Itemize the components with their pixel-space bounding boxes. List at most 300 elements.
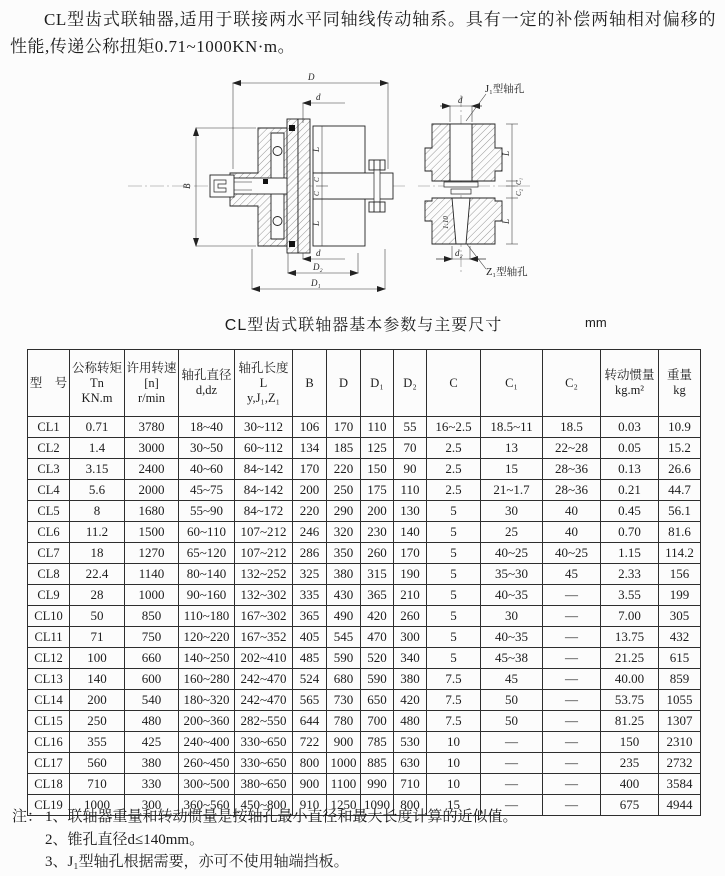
table-cell: 355 — [70, 732, 125, 753]
table-cell: 1100 — [327, 774, 361, 795]
table-row — [28, 627, 701, 648]
table-unit-label: mm — [585, 315, 607, 330]
table-cell: 84~142 — [235, 459, 293, 480]
table-cell: — — [543, 732, 601, 753]
dim-label-L-lower: L — [311, 220, 321, 226]
table-cell: 13.75 — [601, 627, 659, 648]
table-body — [28, 417, 701, 816]
table-cell: 325 — [293, 564, 327, 585]
dim-label-C1-right: C₁ — [515, 177, 523, 185]
table-cell: 7.00 — [601, 606, 659, 627]
table-cell: 420 — [394, 690, 427, 711]
table-row — [28, 543, 701, 564]
table-cell: 200 — [70, 690, 125, 711]
column-header: 许用转速 [n] r/min — [125, 350, 179, 417]
table-cell: 365 — [361, 585, 394, 606]
table-cell: 1.4 — [70, 438, 125, 459]
table-cell: 156 — [659, 564, 701, 585]
dim-label-d-right: d — [458, 95, 463, 105]
table-cell: 2000 — [125, 480, 179, 501]
table-cell: 230 — [361, 522, 394, 543]
table-cell: 175 — [361, 480, 394, 501]
notes-label: 注： — [12, 809, 43, 825]
table-cell: 885 — [361, 753, 394, 774]
table-row — [28, 648, 701, 669]
table-cell: 242~470 — [235, 669, 293, 690]
table-cell: 13 — [481, 438, 543, 459]
table-cell: 56.1 — [659, 501, 701, 522]
table-cell: 0.70 — [601, 522, 659, 543]
dim-label-L-upper: L — [311, 146, 321, 152]
table-cell: 1000 — [327, 753, 361, 774]
table-cell: 380~650 — [235, 774, 293, 795]
table-cell: 242~470 — [235, 690, 293, 711]
table-cell: 644 — [293, 711, 327, 732]
table-cell: 560 — [70, 753, 125, 774]
dim-label-D1: D₁ — [311, 278, 321, 288]
note-item: 3、J₁型轴孔根据需要，亦可不使用轴端挡板。 — [45, 854, 349, 870]
table-cell: 240~400 — [179, 732, 235, 753]
table-cell: 0.05 — [601, 438, 659, 459]
table-row — [28, 606, 701, 627]
table-cell: 5 — [427, 564, 481, 585]
table-cell: 200~360 — [179, 711, 235, 732]
table-title-row — [27, 312, 700, 338]
table-cell: 235 — [601, 753, 659, 774]
table-cell: 167~302 — [235, 606, 293, 627]
dim-label-D2: D₂ — [313, 262, 323, 272]
table-cell: 600 — [125, 669, 179, 690]
table-cell: 5 — [427, 543, 481, 564]
table-cell: 800 — [293, 753, 327, 774]
table-cell: 185 — [327, 438, 361, 459]
table-cell: 50 — [481, 711, 543, 732]
table-cell: 132~252 — [235, 564, 293, 585]
table-cell: 81.25 — [601, 711, 659, 732]
table-cell: — — [543, 753, 601, 774]
table-cell: 150 — [601, 732, 659, 753]
table-cell: 710 — [70, 774, 125, 795]
table-cell: 199 — [659, 585, 701, 606]
z1-hole-label: Z₁型轴孔 — [486, 267, 528, 278]
table-row — [28, 585, 701, 606]
dim-label-L-right-bottom: L — [501, 218, 511, 224]
table-cell: 5 — [427, 501, 481, 522]
table-cell: 7.5 — [427, 669, 481, 690]
table-cell: 106 — [293, 417, 327, 438]
table-cell: 1000 — [125, 585, 179, 606]
table-row — [28, 459, 701, 480]
table-cell: 1680 — [125, 501, 179, 522]
table-cell: 630 — [394, 753, 427, 774]
table-cell: 30 — [481, 606, 543, 627]
table-cell: 1090 — [361, 795, 394, 816]
table-cell: 480 — [394, 711, 427, 732]
table-cell: CL14 — [28, 690, 70, 711]
table-cell: 3.15 — [70, 459, 125, 480]
table-cell: 5 — [427, 522, 481, 543]
table-cell: 15 — [481, 459, 543, 480]
table-cell: CL9 — [28, 585, 70, 606]
table-cell: CL8 — [28, 564, 70, 585]
table-cell: — — [481, 774, 543, 795]
table-cell: CL11 — [28, 627, 70, 648]
table-cell: 520 — [361, 648, 394, 669]
table-cell: 430 — [327, 585, 361, 606]
table-cell: 26.6 — [659, 459, 701, 480]
table-cell: 15.2 — [659, 438, 701, 459]
table-cell: 530 — [394, 732, 427, 753]
table-cell: 660 — [125, 648, 179, 669]
table-row — [28, 564, 701, 585]
table-cell: 10.9 — [659, 417, 701, 438]
table-cell: 200 — [293, 480, 327, 501]
table-cell: 250 — [327, 480, 361, 501]
table-cell: 730 — [327, 690, 361, 711]
table-cell: CL7 — [28, 543, 70, 564]
dim-label-d2-right: d₂ — [455, 248, 463, 258]
table-cell: 200 — [361, 501, 394, 522]
table-cell: 4944 — [659, 795, 701, 816]
table-cell: 350 — [327, 543, 361, 564]
table-cell: 380 — [394, 669, 427, 690]
table-cell: 1140 — [125, 564, 179, 585]
table-cell: 2400 — [125, 459, 179, 480]
right-view-drawing — [418, 95, 530, 275]
table-cell: 990 — [361, 774, 394, 795]
table-cell: 10 — [427, 732, 481, 753]
table-cell: 1500 — [125, 522, 179, 543]
dim-label-d-top: d — [316, 92, 321, 102]
taper-label: 1:10 — [442, 216, 450, 229]
column-header: 转动惯量 kg.m² — [601, 350, 659, 417]
table-cell: — — [481, 732, 543, 753]
table-cell: 110 — [361, 417, 394, 438]
note-item: 1、联轴器重量和转动惯量是按轴孔最小直径和最大长度计算的近似值。 — [45, 809, 518, 825]
table-cell: 490 — [327, 606, 361, 627]
table-cell: 7.5 — [427, 690, 481, 711]
table-cell: 785 — [361, 732, 394, 753]
table-cell: 3584 — [659, 774, 701, 795]
table-cell: 45~75 — [179, 480, 235, 501]
notes-section — [12, 806, 712, 874]
table-cell: 10 — [427, 774, 481, 795]
table-cell: 35~30 — [481, 564, 543, 585]
column-header: 轴孔直径 d,dz — [179, 350, 235, 417]
table-cell: 55 — [394, 417, 427, 438]
table-cell: CL3 — [28, 459, 70, 480]
table-cell: 3000 — [125, 438, 179, 459]
table-cell: 910 — [293, 795, 327, 816]
table-cell: 590 — [327, 648, 361, 669]
table-cell: CL19 — [28, 795, 70, 816]
table-cell: 30~112 — [235, 417, 293, 438]
table-cell: 107~212 — [235, 522, 293, 543]
table-cell: CL4 — [28, 480, 70, 501]
table-cell: 315 — [361, 564, 394, 585]
table-cell: 330~650 — [235, 732, 293, 753]
table-cell: 114.2 — [659, 543, 701, 564]
table-cell: — — [543, 774, 601, 795]
table-cell: 2732 — [659, 753, 701, 774]
table-cell: 380 — [327, 564, 361, 585]
table-cell: 210 — [394, 585, 427, 606]
table-cell: 18~40 — [179, 417, 235, 438]
table-cell: 565 — [293, 690, 327, 711]
table-cell: 18.5 — [543, 417, 601, 438]
dim-label-C-lower: C — [313, 191, 321, 196]
table-cell: 40~35 — [481, 585, 543, 606]
table-cell: 900 — [327, 732, 361, 753]
table-cell: 8 — [70, 501, 125, 522]
table-cell: 90 — [394, 459, 427, 480]
table-cell: 380 — [125, 753, 179, 774]
table-cell: 1000 — [70, 795, 125, 816]
table-cell: 45 — [481, 669, 543, 690]
table-cell: 675 — [601, 795, 659, 816]
table-cell: — — [543, 627, 601, 648]
table-cell: 0.03 — [601, 417, 659, 438]
table-cell: 800 — [394, 795, 427, 816]
table-cell: — — [543, 690, 601, 711]
table-row — [28, 417, 701, 438]
table-cell: 400 — [601, 774, 659, 795]
column-header: C — [427, 350, 481, 417]
table-cell: 125 — [361, 438, 394, 459]
column-header: C₁ — [481, 350, 543, 417]
table-cell: 0.21 — [601, 480, 659, 501]
column-header: C₂ — [543, 350, 601, 417]
table-cell: 21~1.7 — [481, 480, 543, 501]
table-cell: 132~302 — [235, 585, 293, 606]
table-cell: 590 — [361, 669, 394, 690]
table-row — [28, 501, 701, 522]
coupling-diagram — [0, 62, 725, 310]
table-cell: 55~90 — [179, 501, 235, 522]
table-cell: 300~500 — [179, 774, 235, 795]
table-cell: 170 — [394, 543, 427, 564]
table-cell: 170 — [327, 417, 361, 438]
table-cell: 425 — [125, 732, 179, 753]
table-cell: 30~50 — [179, 438, 235, 459]
table-cell: 2.5 — [427, 459, 481, 480]
table-cell: 81.6 — [659, 522, 701, 543]
table-cell: 290 — [327, 501, 361, 522]
table-cell: 365 — [293, 606, 327, 627]
table-cell: 180~320 — [179, 690, 235, 711]
table-cell: 1055 — [659, 690, 701, 711]
table-cell: 40~25 — [543, 543, 601, 564]
table-cell: 1.15 — [601, 543, 659, 564]
column-header: B — [293, 350, 327, 417]
table-cell: 45 — [543, 564, 601, 585]
table-row — [28, 522, 701, 543]
column-header: D₂ — [394, 350, 427, 417]
table-cell: 330~650 — [235, 753, 293, 774]
table-cell: 305 — [659, 606, 701, 627]
dim-label-d-bottom: d — [316, 248, 321, 258]
table-cell: 18 — [70, 543, 125, 564]
table-cell: 470 — [361, 627, 394, 648]
table-cell: 170 — [293, 459, 327, 480]
table-cell: 45~38 — [481, 648, 543, 669]
table-cell: 11.2 — [70, 522, 125, 543]
table-cell: — — [543, 648, 601, 669]
table-cell: 0.45 — [601, 501, 659, 522]
table-cell: — — [543, 711, 601, 732]
table-cell: CL18 — [28, 774, 70, 795]
table-cell: 15 — [427, 795, 481, 816]
table-cell: 220 — [293, 501, 327, 522]
table-cell: 40~35 — [481, 627, 543, 648]
table-cell: CL6 — [28, 522, 70, 543]
table-cell: 53.75 — [601, 690, 659, 711]
table-cell: 60~110 — [179, 522, 235, 543]
table-cell: 40~60 — [179, 459, 235, 480]
table-cell: 300 — [394, 627, 427, 648]
table-cell: 28 — [70, 585, 125, 606]
table-cell: 5 — [427, 648, 481, 669]
table-cell: 44.7 — [659, 480, 701, 501]
table-cell: 130 — [394, 501, 427, 522]
table-cell: — — [543, 585, 601, 606]
table-row — [28, 480, 701, 501]
table-cell: 246 — [293, 522, 327, 543]
table-cell: — — [543, 795, 601, 816]
table-cell: 28~36 — [543, 480, 601, 501]
table-row — [28, 732, 701, 753]
table-cell: 220 — [327, 459, 361, 480]
table-cell: 150 — [361, 459, 394, 480]
table-cell: 405 — [293, 627, 327, 648]
table-cell: 60~112 — [235, 438, 293, 459]
table-cell: 40 — [543, 522, 601, 543]
table-cell: 50 — [481, 690, 543, 711]
column-header: D₁ — [361, 350, 394, 417]
table-cell: CL2 — [28, 438, 70, 459]
table-cell: 40.00 — [601, 669, 659, 690]
table-cell: 21.25 — [601, 648, 659, 669]
table-cell: 18.5~11 — [481, 417, 543, 438]
table-cell: 202~410 — [235, 648, 293, 669]
table-cell: CL13 — [28, 669, 70, 690]
table-cell: 84~142 — [235, 480, 293, 501]
table-cell: 22~28 — [543, 438, 601, 459]
column-header: 公称转矩 Tn KN.m — [70, 350, 125, 417]
table-cell: CL17 — [28, 753, 70, 774]
table-cell: 3.55 — [601, 585, 659, 606]
table-cell: 524 — [293, 669, 327, 690]
table-header-row — [28, 350, 701, 417]
table-cell: 167~352 — [235, 627, 293, 648]
table-row — [28, 774, 701, 795]
table-cell: 540 — [125, 690, 179, 711]
table-cell: 2310 — [659, 732, 701, 753]
table-row — [28, 753, 701, 774]
table-cell: 2.5 — [427, 438, 481, 459]
table-cell: 190 — [394, 564, 427, 585]
table-cell: 286 — [293, 543, 327, 564]
table-cell: 140 — [394, 522, 427, 543]
table-cell: 140 — [70, 669, 125, 690]
column-header: 重量 kg — [659, 350, 701, 417]
table-cell: 30 — [481, 501, 543, 522]
table-cell: 780 — [327, 711, 361, 732]
table-cell: 0.71 — [70, 417, 125, 438]
table-cell: 1250 — [327, 795, 361, 816]
table-cell: 71 — [70, 627, 125, 648]
table-cell: 432 — [659, 627, 701, 648]
dim-label-L-right-top: L — [501, 150, 511, 156]
table-cell: 450~800 — [235, 795, 293, 816]
table-cell: 335 — [293, 585, 327, 606]
table-cell: 84~172 — [235, 501, 293, 522]
table-cell: 160~280 — [179, 669, 235, 690]
table-cell: 5 — [427, 585, 481, 606]
table-cell: 282~550 — [235, 711, 293, 732]
table-cell: 107~212 — [235, 543, 293, 564]
table-cell: — — [543, 669, 601, 690]
table-cell: 5.6 — [70, 480, 125, 501]
table-cell: 90~160 — [179, 585, 235, 606]
table-cell: 2.33 — [601, 564, 659, 585]
table-cell: 320 — [327, 522, 361, 543]
table-row — [28, 711, 701, 732]
table-cell: 420 — [361, 606, 394, 627]
table-cell: 40 — [543, 501, 601, 522]
table-row — [28, 669, 701, 690]
table-cell: — — [481, 753, 543, 774]
table-cell: 7.5 — [427, 711, 481, 732]
table-cell: 80~140 — [179, 564, 235, 585]
table-row — [28, 690, 701, 711]
table-cell: 1270 — [125, 543, 179, 564]
table-cell: 360~560 — [179, 795, 235, 816]
table-cell: 5 — [427, 606, 481, 627]
table-cell: CL12 — [28, 648, 70, 669]
table-title: CL型齿式联轴器基本参数与主要尺寸 — [224, 317, 503, 334]
note-item: 2、锥孔直径d≤140mm。 — [45, 831, 205, 848]
table-cell: 70 — [394, 438, 427, 459]
table-cell: 134 — [293, 438, 327, 459]
table-cell: 40~25 — [481, 543, 543, 564]
table-cell: 340 — [394, 648, 427, 669]
table-cell: CL10 — [28, 606, 70, 627]
intro-paragraph: CL型齿式联轴器,适用于联接两水平同轴线传动轴系。具有一定的补偿两轴相对偏移的性能,传递公称扭矩0.71~1000KN·m。 — [10, 10, 716, 56]
table-cell: 485 — [293, 648, 327, 669]
j1-hole-label: J₁型轴孔 — [485, 84, 525, 95]
table-cell: 120~220 — [179, 627, 235, 648]
table-cell: 16~2.5 — [427, 417, 481, 438]
table-cell: 300 — [125, 795, 179, 816]
left-view-drawing — [128, 119, 405, 253]
table-cell: CL16 — [28, 732, 70, 753]
table-cell: 680 — [327, 669, 361, 690]
table-cell: 100 — [70, 648, 125, 669]
table-cell: 859 — [659, 669, 701, 690]
table-cell: 22.4 — [70, 564, 125, 585]
table-cell: 615 — [659, 648, 701, 669]
parameters-table — [27, 349, 701, 816]
table-cell: 850 — [125, 606, 179, 627]
table-cell: 750 — [125, 627, 179, 648]
table-cell: 2.5 — [427, 480, 481, 501]
table-cell: — — [481, 795, 543, 816]
table-cell: 700 — [361, 711, 394, 732]
column-header: 型 号 — [28, 350, 70, 417]
table-cell: 250 — [70, 711, 125, 732]
table-cell: — — [543, 606, 601, 627]
